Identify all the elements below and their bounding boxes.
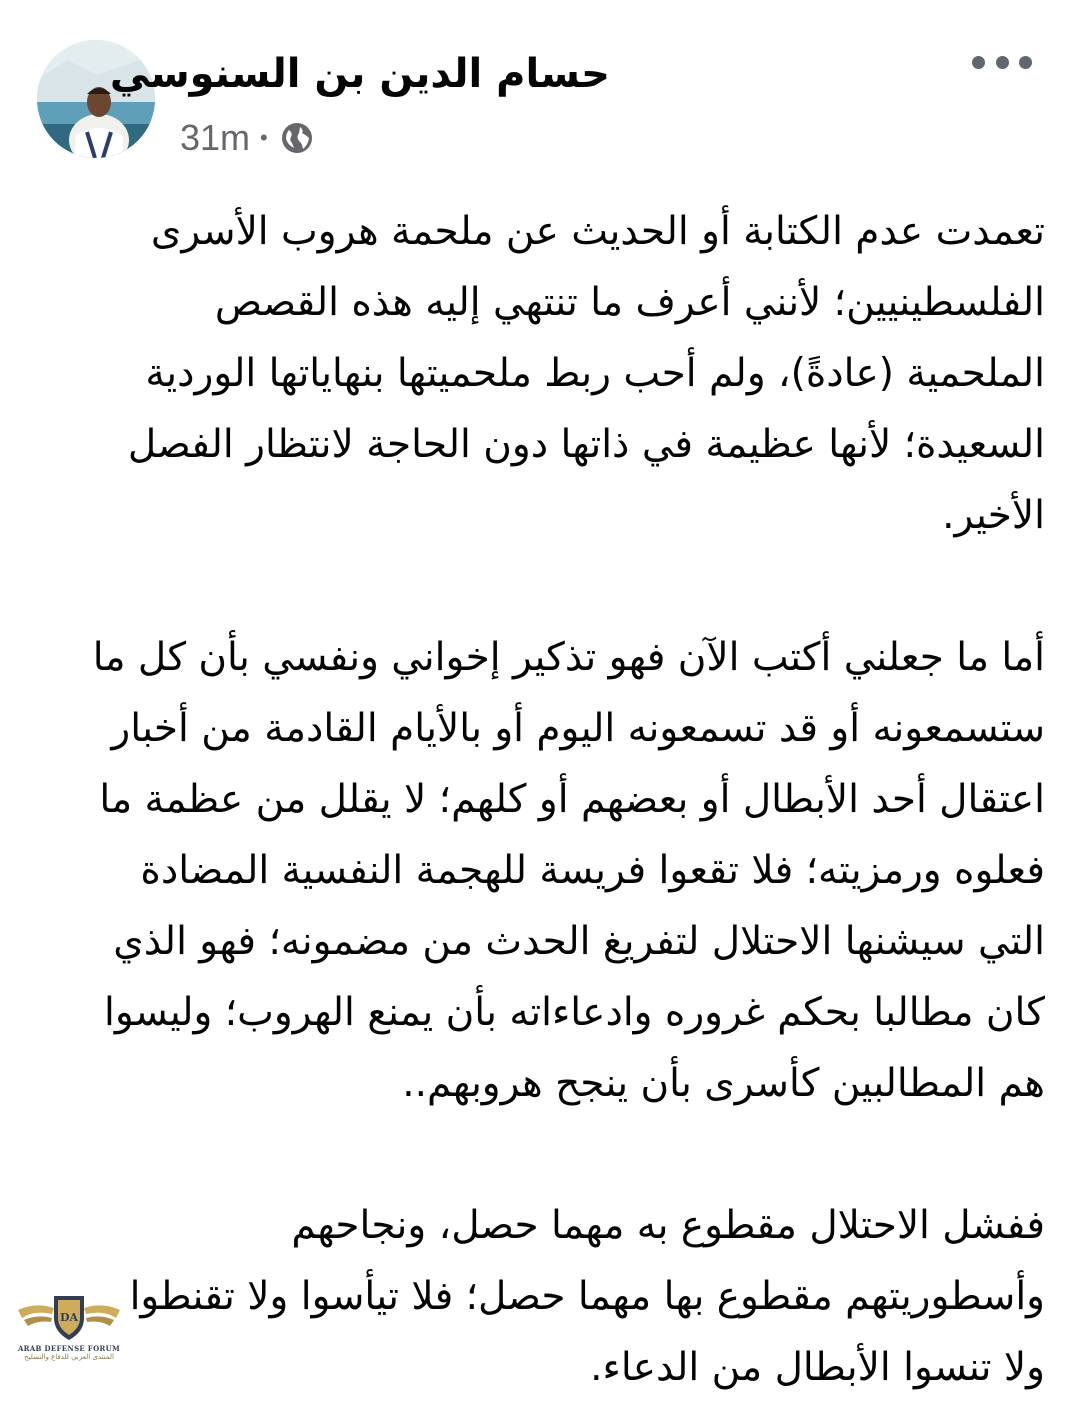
post-body xyxy=(40,196,1045,1403)
post-meta xyxy=(180,116,314,160)
post-paragraph-1: تعمدت عدم الكتابة أو الحديث عن ملحمة هروب الأسرى الفلسطينيين؛ لأنني أعرف ما تنتهي إليه هذه القصص الملحمية (عادةً)، ولم أحب ربط ملحميتها بنهاياتها الوردية السعيدة؛ لأنها عظيمة في ذاتها دون الحاجة لانتظار الفصل الأخير. xyxy=(127,209,1045,538)
globe-icon[interactable] xyxy=(280,121,314,155)
more-options-icon[interactable] xyxy=(972,50,1032,74)
watermark-logo xyxy=(8,1288,130,1382)
watermark-logo-text: DA xyxy=(59,1311,79,1324)
shield-wings-icon xyxy=(14,1288,124,1344)
watermark-title: ARAB DEFENSE FORUM xyxy=(17,1344,121,1353)
watermark-subtitle: المنتدى العربي للدفاع والتسليح xyxy=(24,1353,114,1361)
post-timestamp[interactable]: 31m xyxy=(180,117,251,158)
post-paragraph-2: أما ما جعلني أكتب الآن فهو تذكير إخواني ونفسي بأن كل ما ستسمعونه أو قد تسمعونه اليوم أو بالأيام القادمة من أخبار اعتقال أحد الأبطال أو بعضهم أو كلهم؛ لا يقلل من عظمة ما فعلوه ورمزيته؛ فلا تقعوا فريسة للهجمة النفسية المضادة التي سيشنها الاحتلال لتفريغ الحدث من مضمونه؛ فهو الذي كان مطالبا بحكم غروره وادعاءاته بأن يمنع الهروب؛ وليسوا هم المطالبين كأسرى بأن ينجح هروبهم.. xyxy=(92,635,1045,1106)
post-header xyxy=(0,38,1080,168)
author-name[interactable]: حسام الدين بن السنوسي xyxy=(109,51,610,97)
post-paragraph-3: ففشل الاحتلال مقطوع به مهما حصل، ونجاحهم وأسطوريتهم مقطوع بها مهما حصل؛ فلا تيأسوا ولا تقنطوا ولا تنسوا الأبطال من الدعاء. xyxy=(129,1203,1045,1390)
meta-separator: • xyxy=(260,125,268,150)
